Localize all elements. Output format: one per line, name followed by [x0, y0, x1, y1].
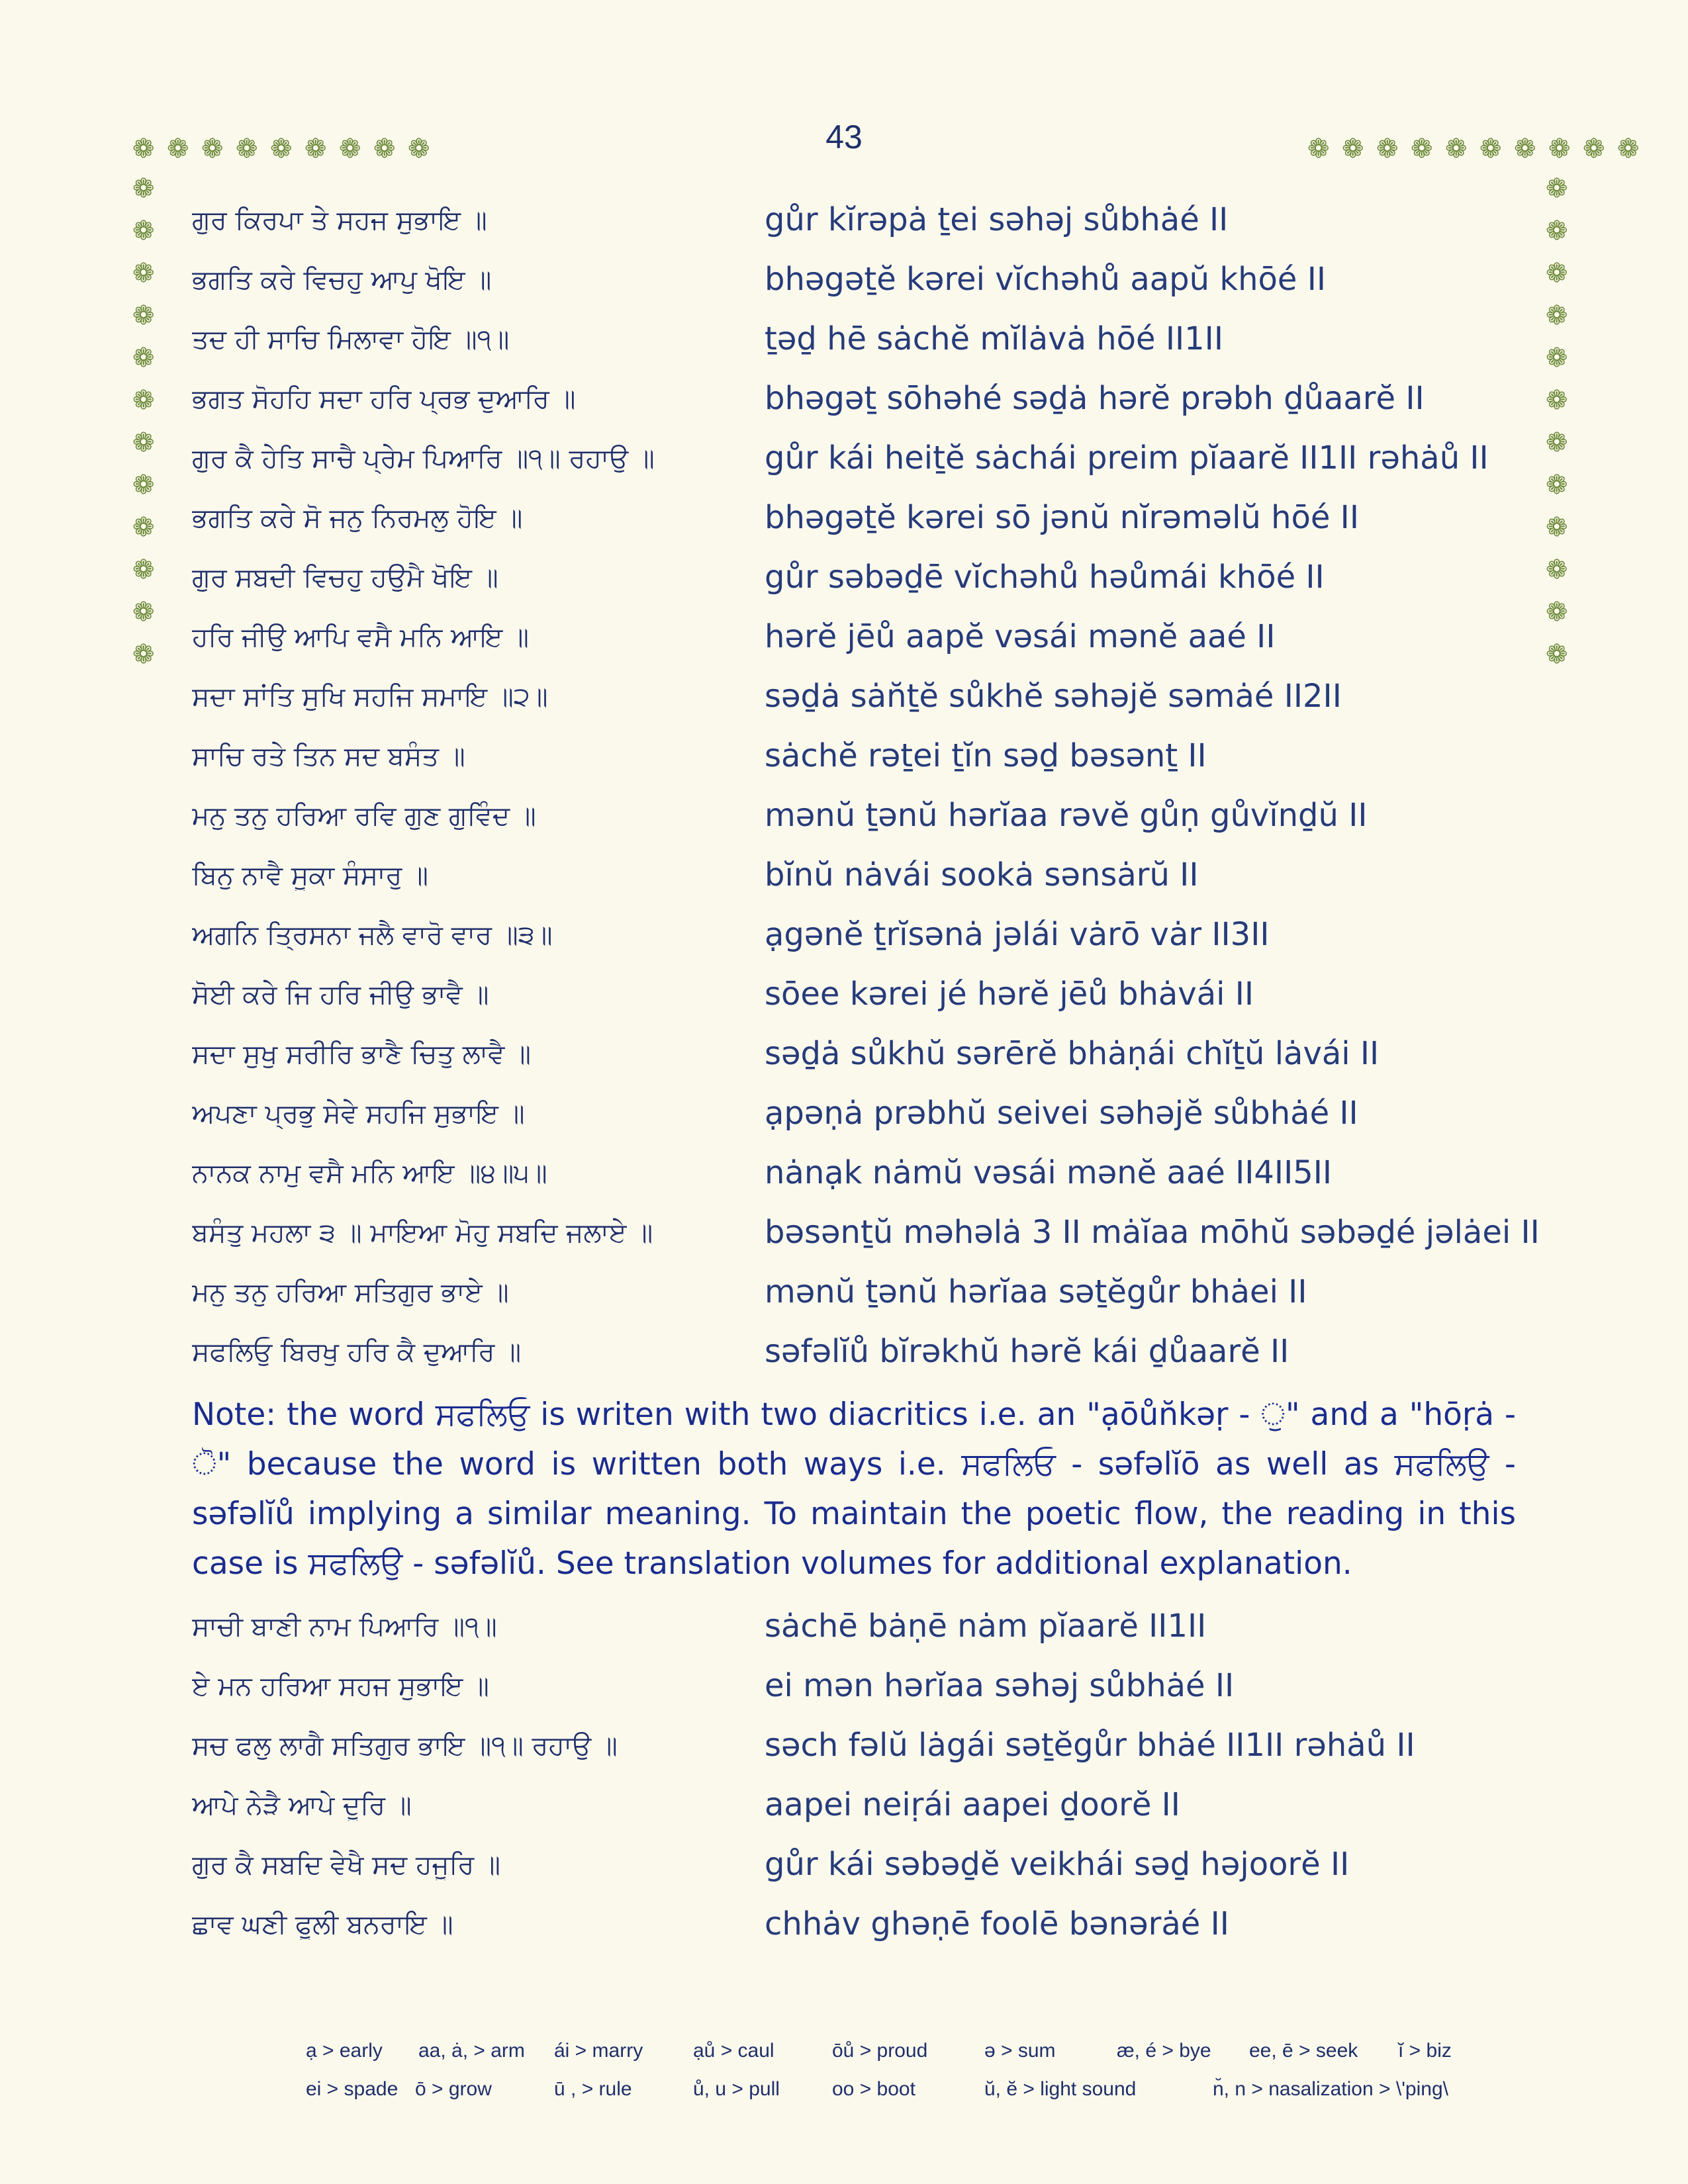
gurmukhi-text: ਹਰਿ ਜੀਉ ਆਪਿ ਵਸੈ ਮਨਿ ਆਇ ॥	[192, 622, 529, 653]
gurmukhi-text: ਅਪਣਾ ਪ੍ਰਭੁ ਸੇਵੇ ਸਹਜਿ ਸੁਭਾਇ ॥	[192, 1099, 525, 1129]
flower-ornament-icon: ❁	[1376, 134, 1399, 164]
key-entry: ạ > early	[306, 2040, 383, 2062]
verse-line	[192, 854, 1549, 913]
flower-ornament-icon: ❁	[167, 134, 189, 164]
flower-ornament-icon: ❁	[1617, 134, 1640, 164]
verse-line	[192, 1211, 1549, 1271]
flower-ornament-icon: ❁	[132, 512, 155, 543]
flower-ornament-icon: ❁	[305, 134, 327, 164]
gurmukhi-text: ਤਦ ਹੀ ਸਾਚਿ ਮਿਲਾਵਾ ਹੋਇ ॥੧॥	[192, 324, 510, 355]
key-entry: ee, ē > seek	[1249, 2040, 1358, 2062]
transliteration-text: bəsənṯŭ məhəlȧ 3 II mȧĭaa mōhŭ səbəḏé jəlȧei II	[765, 1214, 1540, 1251]
gurmukhi-text: ਸਦਾ ਸੁਖੁ ਸਰੀਰਿ ਭਾਣੈ ਚਿਤੁ ਲਾਵੈ ॥	[192, 1039, 531, 1069]
key-entry: oo > boot	[832, 2078, 915, 2100]
key-row	[306, 2078, 1550, 2116]
verse-line	[192, 1271, 1549, 1330]
verse-line	[192, 794, 1549, 854]
verse-lines-bottom	[192, 1605, 1549, 1962]
transliteration-text: bhəgəṯĕ kərei vĭchəhů aapŭ khōé II	[765, 261, 1327, 298]
page-number: 43	[825, 118, 863, 156]
transliteration-text: ạpəṇȧ prəbhŭ seivei səhəjĕ sůbhȧé II	[765, 1095, 1358, 1132]
flower-ornament-icon: ❁	[1546, 470, 1568, 500]
gurmukhi-text: ਸਾਚੀ ਬਾਣੀ ਨਾਮ ਪਿਆਰਿ ॥੧॥	[192, 1612, 497, 1642]
flower-ornament-icon: ❁	[1583, 134, 1605, 164]
gurmukhi-text: ਨਾਨਕ ਨਾਮੁ ਵਸੈ ਮਨਿ ਆਇ ॥੪॥੫॥	[192, 1158, 547, 1189]
flower-ornament-icon: ❁	[1548, 134, 1571, 164]
key-entry: ei > spade	[306, 2078, 399, 2100]
transliteration-text: chhȧv ghəṇē foolē bənərȧé II	[765, 1905, 1229, 1942]
flower-ornament-icon: ❁	[1411, 134, 1433, 164]
verse-line	[192, 973, 1549, 1032]
key-entry: ạů > caul	[693, 2040, 774, 2062]
gurmukhi-text: ਆਪੇ ਨੇੜੈ ਆਪੇ ਦੂਰਿ ॥	[192, 1790, 412, 1821]
flower-ornament-icon: ❁	[132, 428, 155, 458]
transliteration-text: bĭnŭ nȧvái sookȧ sənsȧrŭ II	[765, 856, 1199, 893]
transliteration-text: mənŭ ṯənŭ hərĭaa səṯĕgůr bhȧei II	[765, 1273, 1307, 1310]
flower-ornament-icon: ❁	[1546, 597, 1568, 627]
flower-ornament-icon: ❁	[1479, 134, 1502, 164]
gurmukhi-text: ਸਾਚਿ ਰਤੇ ਤਿਨ ਸਦ ਬਸੰਤ ॥	[192, 741, 465, 772]
flower-ornament-icon: ❁	[132, 343, 155, 373]
flower-ornament-icon: ❁	[1546, 639, 1568, 670]
flower-ornament-icon: ❁	[1514, 134, 1536, 164]
key-entry: ū , > rule	[554, 2078, 632, 2100]
flower-ornament-icon: ❁	[1342, 134, 1364, 164]
flower-ornament-icon: ❁	[373, 134, 396, 164]
flower-ornament-icon: ❁	[132, 385, 155, 416]
verse-line	[192, 1903, 1549, 1962]
gurmukhi-text: ਸਫਲਿਓੁ ਬਿਰਖੁ ਹਰਿ ਕੈ ਦੁਆਰਿ ॥	[192, 1337, 522, 1367]
flower-ornament-icon: ❁	[132, 173, 155, 204]
verse-line	[192, 1092, 1549, 1152]
verse-line	[192, 318, 1549, 377]
transliteration-text: sȧchĕ rəṯei ṯĭn səḏ bəsənṯ II	[765, 737, 1207, 774]
flower-ornament-icon: ❁	[1546, 258, 1568, 289]
key-entry: n̆, n > nasalization > \'ping\	[1213, 2078, 1448, 2100]
key-entry: ə > sum	[984, 2040, 1056, 2062]
gurmukhi-text: ਭਗਤ ਸੋਹਹਿ ਸਦਾ ਹਰਿ ਪ੍ਰਭ ਦੁਆਰਿ ॥	[192, 384, 576, 414]
gurmukhi-text: ਸੋਈ ਕਰੇ ਜਿ ਹਰਿ ਜੀਉ ਭਾਵੈ ॥	[192, 979, 489, 1010]
verse-lines-top	[192, 199, 1549, 1390]
flower-ornament-icon: ❁	[1546, 428, 1568, 458]
transliteration-text: ei mən hərĭaa səhəj sůbhȧé II	[765, 1667, 1235, 1704]
verse-line	[192, 437, 1549, 496]
flower-ornament-icon: ❁	[1546, 300, 1568, 331]
gurmukhi-text: ਸਦਾ ਸਾਂਤਿ ਸੁਖਿ ਸਹਜਿ ਸਮਾਇ ॥੨॥	[192, 682, 548, 712]
transliteration-text: ạgənĕ ṯrĭsənȧ jəlái vȧrō vȧr II3II	[765, 916, 1270, 953]
transliteration-text: sȧchē bȧṇē nȧm pĭaarĕ II1II	[765, 1608, 1207, 1645]
key-entry: aa, ȧ, > arm	[418, 2040, 525, 2062]
flower-ornament-icon: ❁	[236, 134, 258, 164]
flower-ornament-icon: ❁	[132, 555, 155, 585]
transliteration-text: mənŭ ṯənŭ hərĭaa rəvĕ gůṇ gůvĭnḏŭ II	[765, 797, 1368, 834]
verse-line	[192, 258, 1549, 318]
key-entry: ōů > proud	[832, 2040, 928, 2062]
transliteration-text: bhəgəṯĕ kərei sō jənŭ nĭrəməlŭ hōé II	[765, 499, 1359, 536]
key-entry: ů, u > pull	[693, 2078, 780, 2100]
gurmukhi-text: ਏ ਮਨ ਹਰਿਆ ਸਹਜ ਸੁਭਾਇ ॥	[192, 1671, 489, 1702]
verse-line	[192, 735, 1549, 794]
verse-line	[192, 675, 1549, 735]
verse-line	[192, 1784, 1549, 1843]
verse-line	[192, 556, 1549, 615]
gurmukhi-text: ਬਸੰਤੁ ਮਹਲਾ ੩ ॥ ਮਾਇਆ ਮੋਹੁ ਸਬਦਿ ਜਲਾਏ ॥	[192, 1218, 653, 1248]
transliteration-text: gůr kĭrəpȧ ṯei səhəj sůbhȧé II	[765, 201, 1229, 238]
gurmukhi-text: ਭਗਤਿ ਕਰੇ ਵਿਚਹੁ ਆਪੁ ਖੋਇ ॥	[192, 265, 492, 295]
transliteration-text: nȧnạk nȧmŭ vəsái mənĕ aaé II4II5II	[765, 1154, 1333, 1191]
flower-ornament-icon: ❁	[132, 258, 155, 289]
transliteration-text: aapei neiṛái aapei ḏoorĕ II	[765, 1786, 1180, 1823]
verse-line	[192, 1330, 1549, 1390]
key-entry: ĭ > biz	[1398, 2040, 1452, 2062]
key-entry: ái > marry	[554, 2040, 643, 2062]
flower-ornament-icon: ❁	[132, 639, 155, 670]
flower-ornament-icon: ❁	[132, 300, 155, 331]
verse-line	[192, 1605, 1549, 1664]
flower-ornament-icon: ❁	[201, 134, 224, 164]
flower-ornament-icon: ❁	[270, 134, 293, 164]
transliteration-text: səḏȧ sȧn̆ṯĕ sůkhĕ səhəjĕ səmȧé II2II	[765, 678, 1342, 715]
transliteration-text: sōee kərei jé hərĕ jēů bhȧvái II	[765, 976, 1254, 1013]
transliteration-text: ṯəḏ hē sȧchĕ mĭlȧvȧ hōé II1II	[765, 320, 1223, 357]
gurmukhi-text: ਮਨੁ ਤਨੁ ਹਰਿਆ ਰਵਿ ਗੁਣ ਗੁਵਿੰਦ ॥	[192, 801, 536, 831]
key-entry: æ, é > bye	[1117, 2040, 1211, 2062]
verse-line	[192, 615, 1549, 675]
flower-ornament-icon: ❁	[339, 134, 361, 164]
gurmukhi-text: ਗੁਰ ਕਿਰਪਾ ਤੇ ਸਹਜ ਸੁਭਾਇ ॥	[192, 205, 487, 236]
gurmukhi-text: ਛਾਵ ਘਣੀ ਫੂਲੀ ਬਨਰਾਇ ॥	[192, 1909, 453, 1940]
flower-ornament-icon: ❁	[1546, 343, 1568, 373]
flower-ornament-icon: ❁	[1546, 216, 1568, 246]
transliteration-text: səfəlĭů bĭrəkhŭ hərĕ kái ḏůaarĕ II	[765, 1333, 1289, 1370]
flower-ornament-icon: ❁	[1546, 385, 1568, 416]
key-entry: ō > grow	[415, 2078, 492, 2100]
gurmukhi-text: ਗੁਰ ਸਬਦੀ ਵਿਚਹੁ ਹਉਮੈ ਖੋਇ ॥	[192, 563, 498, 593]
verse-line	[192, 1843, 1549, 1903]
verse-line	[192, 496, 1549, 556]
verse-line	[192, 1664, 1549, 1724]
flower-ornament-icon: ❁	[132, 470, 155, 500]
verse-line	[192, 913, 1549, 973]
pronunciation-key	[306, 2040, 1550, 2116]
flower-ornament-icon: ❁	[132, 597, 155, 627]
flower-ornament-icon: ❁	[1445, 134, 1468, 164]
gurmukhi-text: ਅਗਨਿ ਤ੍ਰਿਸਨਾ ਜਲੈ ਵਾਰੋ ਵਾਰ ॥੩॥	[192, 920, 553, 950]
gurmukhi-text: ਮਨੁ ਤਨੁ ਹਰਿਆ ਸਤਿਗੁਰ ਭਾਏ ॥	[192, 1277, 509, 1308]
transliteration-text: bhəgəṯ sōhəhé səḏȧ hərĕ prəbh ḏůaarĕ II	[765, 380, 1425, 417]
flower-ornament-icon: ❁	[1546, 555, 1568, 585]
gurmukhi-text: ਸਚ ਫਲੁ ਲਾਗੈ ਸਤਿਗੁਰ ਭਾਇ ॥੧॥ ਰਹਾਉ ॥	[192, 1731, 618, 1761]
gurmukhi-text: ਗੁਰ ਕੈ ਸਬਦਿ ਵੇਖੈ ਸਦ ਹਜੂਰਿ ॥	[192, 1850, 501, 1880]
transliteration-text: hərĕ jēů aapĕ vəsái mənĕ aaé II	[765, 618, 1276, 655]
flower-ornament-icon: ❁	[1307, 134, 1330, 164]
gurmukhi-text: ਭਗਤਿ ਕਰੇ ਸੋ ਜਨੁ ਨਿਰਮਲੁ ਹੋਇ ॥	[192, 503, 523, 533]
key-entry: ŭ, ĕ > light sound	[984, 2078, 1137, 2100]
verse-line	[192, 377, 1549, 437]
transliteration-text: səḏȧ sůkhŭ sərērĕ bhȧṇái chĭṯŭ lȧvái II	[765, 1035, 1380, 1072]
verse-line	[192, 1032, 1549, 1092]
flower-ornament-icon: ❁	[1546, 512, 1568, 543]
transliteration-text: gůr kái səbəḏĕ veikhái səḏ həjoorĕ II	[765, 1846, 1350, 1883]
gurmukhi-text: ਬਿਨੁ ਨਾਵੈ ਸੂਕਾ ਸੰਸਾਰੁ ॥	[192, 860, 429, 891]
verse-line	[192, 199, 1549, 258]
flower-ornament-icon: ❁	[132, 134, 155, 164]
verse-line	[192, 1724, 1549, 1784]
note-paragraph: Note: the word ਸਫਲਿਓੁ is writen with two diacritics i.e. an "ạōůn̆kəṛ - ੁ" and a "hōṛȧ - ੋ" because the word is written both ways i.e. ਸਫਲਿਓ - səfəlĭō as well as ਸਫਲਿਉ - səfəlĭů implying a similar meaning. To maintain the poetic flow, the reading in this case is ਸਫਲਿਉ - səfəlĭů. See translation volumes for additional explanation.	[192, 1396, 1516, 1582]
transliteration-text: gůr kái heiṯĕ sȧchái preim pĭaarĕ II1II rəhȧů II	[765, 439, 1489, 477]
flower-ornament-icon: ❁	[1546, 173, 1568, 204]
flower-ornament-icon: ❁	[132, 216, 155, 246]
transliteration-text: səch fəlŭ lȧgái səṯĕgůr bhȧé II1II rəhȧů II	[765, 1727, 1415, 1764]
flower-ornament-icon: ❁	[408, 134, 430, 164]
gurmukhi-text: ਗੁਰ ਕੈ ਹੇਤਿ ਸਾਚੈ ਪ੍ਰੇਮ ਪਿਆਰਿ ॥੧॥ ਰਹਾਉ ॥	[192, 443, 655, 474]
transliteration-text: gůr səbəḏē vĭchəhů həůmái khōé II	[765, 559, 1325, 596]
key-row	[306, 2040, 1550, 2078]
verse-line	[192, 1152, 1549, 1211]
